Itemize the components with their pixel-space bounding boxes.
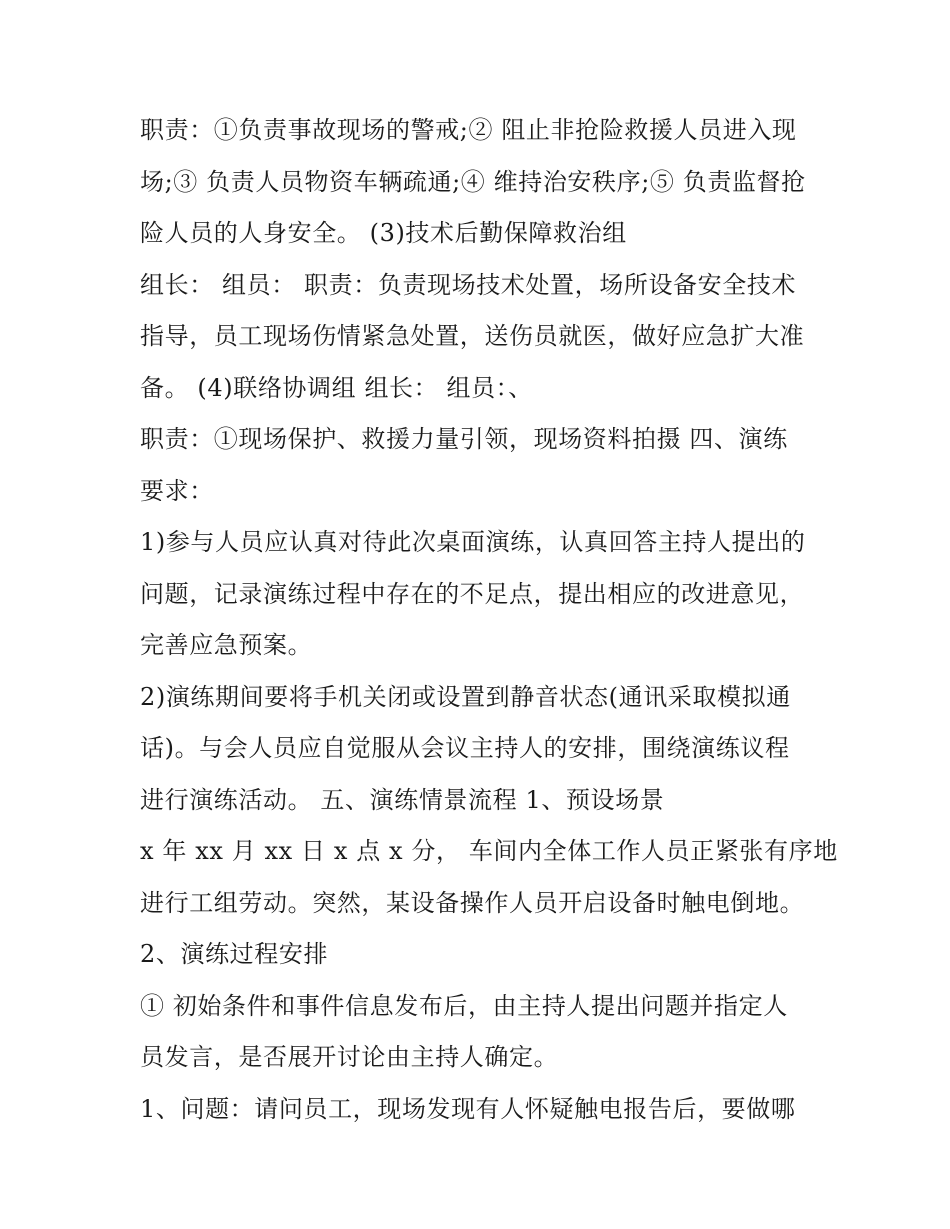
text-line: 场;③ 负责人员物资车辆疏通;④ 维持治安秩序;⑤ 负责监督抢 — [140, 167, 806, 196]
text-line: 完善应急预案。 — [140, 631, 313, 659]
document-body — [140, 108, 838, 1138]
text-line: 要求： — [140, 476, 214, 505]
text-line: 组长： 组员： 职责：负责现场技术处置，场所设备安全技术 — [140, 270, 797, 299]
text-line: 问题，记录演练过程中存在的不足点，提出相应的改进意见， — [140, 579, 805, 608]
text-line: 职责：①负责事故现场的警戒;② 阻止非抢险救援人员进入现 — [140, 116, 797, 144]
text-line: 进行工组劳动。突然，某设备操作人员开启设备时触电倒地。 — [140, 888, 805, 917]
text-line: 进行演练活动。 五、演练情景流程 1、预设场景 — [140, 785, 665, 814]
text-line: 指导，员工现场伤情紧急处置，送伤员就医，做好应急扩大准 — [140, 322, 805, 350]
text-line: 2)演练期间要将手机关闭或设置到静音状态(通讯采取模拟通 — [140, 682, 791, 711]
text-line: 1)参与人员应认真对待此次桌面演练，认真回答主持人提出的 — [140, 528, 806, 556]
text-line: x 年 xx 月 xx 日 x 点 x 分， 车间内全体工作人员正紧张有序地 — [140, 837, 838, 865]
text-line: 话)。与会人员应自觉服从会议主持人的安排，围绕演练议程 — [140, 734, 790, 762]
text-line: 员发言，是否展开讨论由主持人确定。 — [140, 1043, 559, 1071]
text-line: ① 初始条件和事件信息发布后，由主持人提出问题并指定人 — [140, 991, 788, 1020]
text-line: 职责：①现场保护、救援力量引领，现场资料拍摄 四、演练 — [140, 425, 788, 453]
text-line: 险人员的人身安全。 (3)技术后勤保障救治组 — [140, 219, 627, 247]
text-line: 备。 (4)联络协调组 组长： 组员：、 — [140, 373, 533, 402]
text-line: 2、演练过程安排 — [140, 940, 329, 968]
text-line: 1、问题：请问员工，现场发现有人怀疑触电报告后，要做哪 — [140, 1094, 796, 1123]
